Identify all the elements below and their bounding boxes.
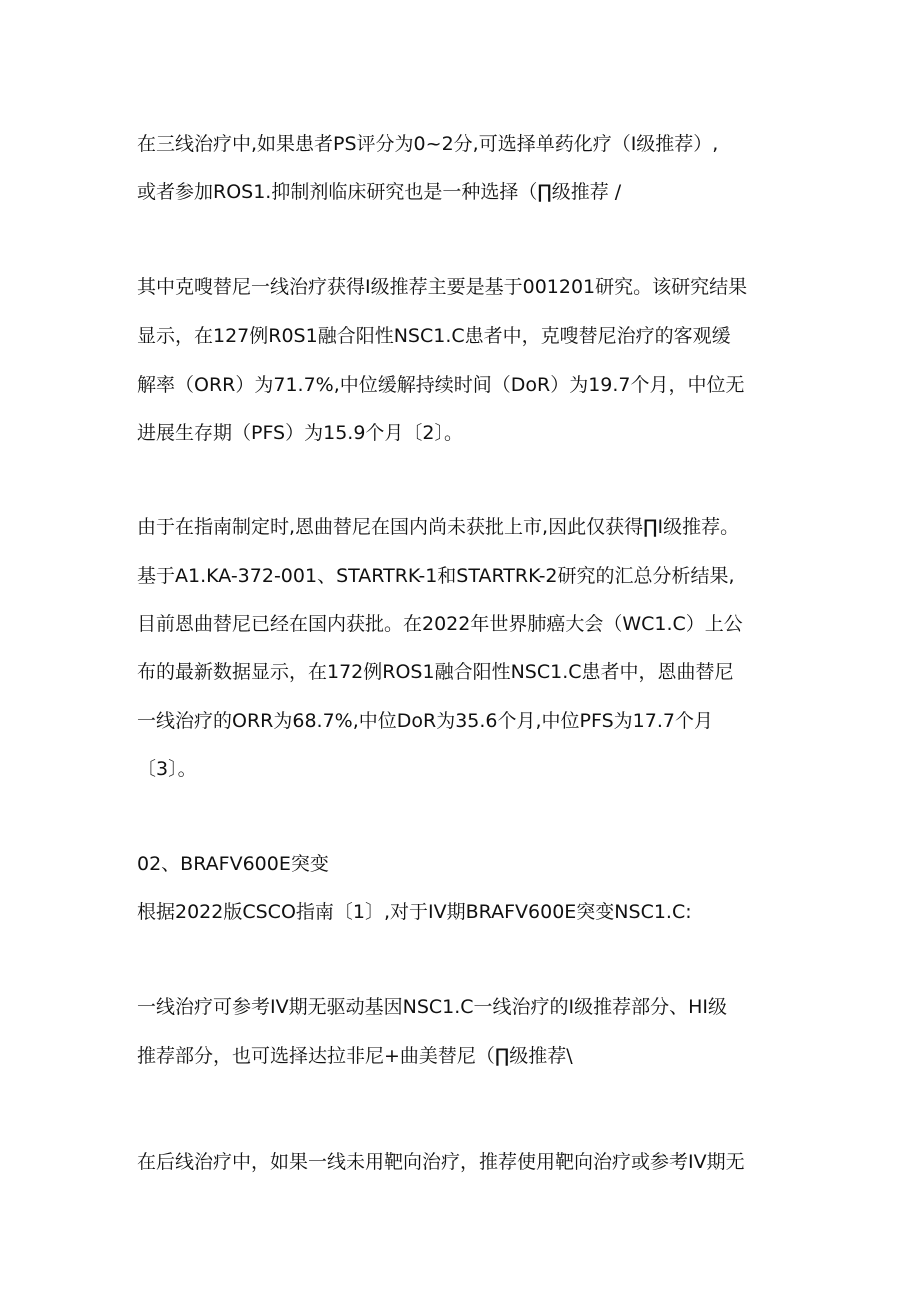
- text-line: 〔3〕。: [137, 758, 197, 780]
- text-line: 基于A1.KA-372-001、STARTRK-1和STARTRK-2研究的汇总分析结果,: [137, 565, 735, 587]
- text-line: 显示，在127例R0S1融合阳性NSC1.C患者中，克嗖替尼治疗的客观缓: [137, 325, 731, 347]
- text-line: 在三线治疗中,如果患者PS评分为0~2分,可选择单药化疗（I级推荐）,: [137, 133, 719, 155]
- text-line: 其中克嗖替尼一线治疗获得I级推荐主要是基于001201研究。该研究结果: [137, 276, 748, 298]
- text-line: 目前恩曲替尼已经在国内获批。在2022年世界肺癌大会（WC1.C）上公: [137, 613, 743, 635]
- text-line: 布的最新数据显示，在172例ROS1融合阳性NSC1.C患者中，恩曲替尼: [137, 661, 734, 683]
- text-line: 一线治疗的ORR为68.7%,中位DoR为35.6个月,中位PFS为17.7个月: [137, 710, 713, 732]
- text-line: 根据2022版CSCO指南〔1〕,对于IV期BRAFV600E突变NSC1.C:: [137, 901, 692, 923]
- text-line: 进展生存期（PFS）为15.9个月〔2〕。: [137, 422, 464, 444]
- section-heading: 02、BRAFV600E突变: [137, 853, 329, 875]
- text-line: 一线治疗可参考IV期无驱动基因NSC1.C一线治疗的I级推荐部分、HI级: [137, 996, 728, 1018]
- text-line: 或者参加ROS1.抑制剂临床研究也是一种选择（∏级推荐 /: [137, 181, 622, 203]
- text-line: 由于在指南制定时,恩曲替尼在国内尚未获批上市,因此仅获得∏I级推荐。: [137, 516, 740, 538]
- text-line: 推荐部分，也可选择达拉非尼+曲美替尼（∏级推荐\: [137, 1045, 573, 1067]
- text-line: 在后线治疗中，如果一线未用靶向治疗，推荐使用靶向治疗或参考IV期无: [137, 1151, 745, 1173]
- text-line: 解率（ORR）为71.7%,中位缓解持续时间（DoR）为19.7个月，中位无: [137, 374, 745, 396]
